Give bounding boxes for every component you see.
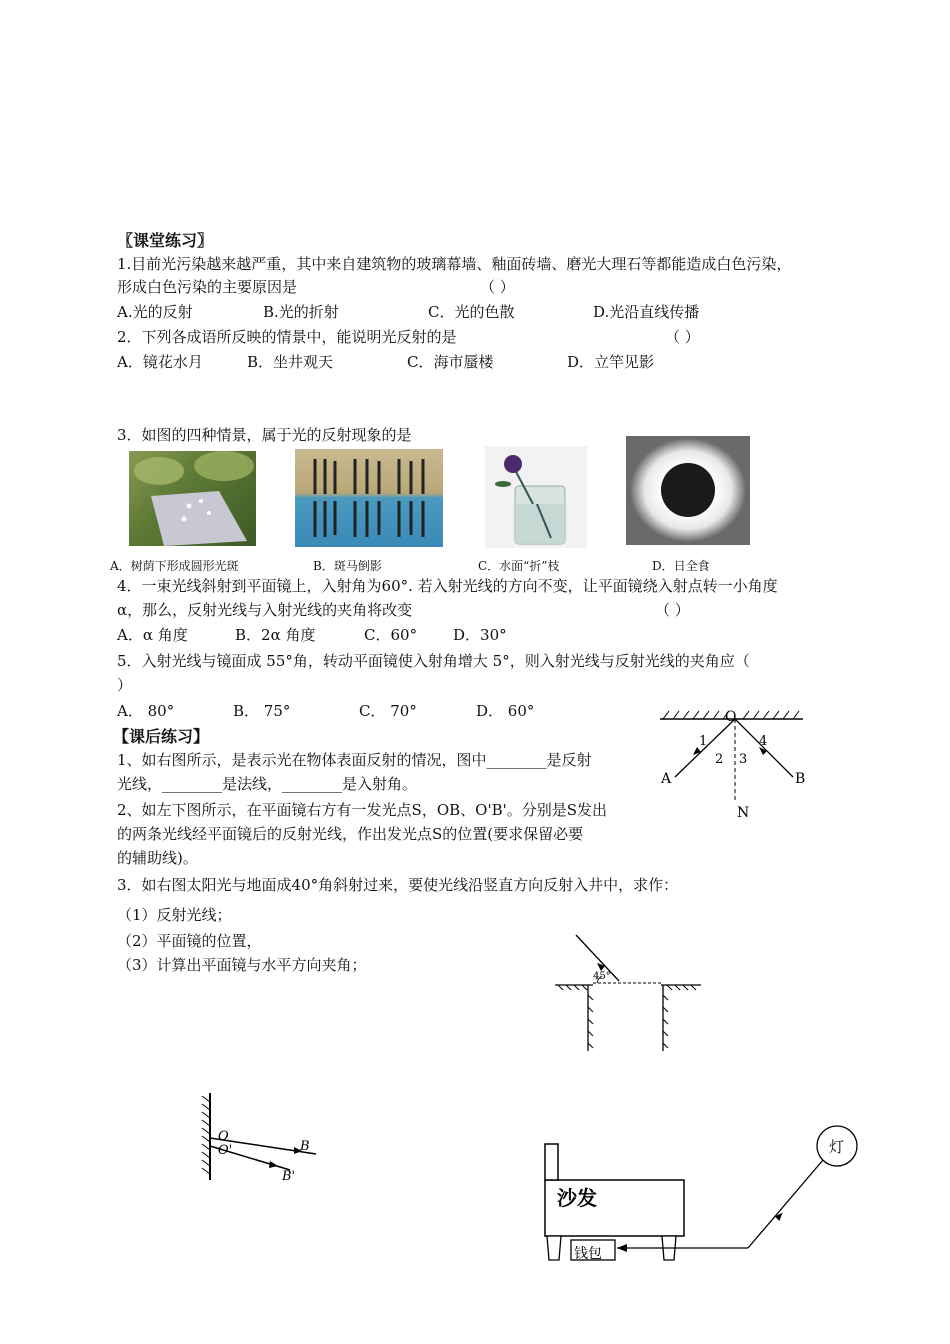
mirror-rays-diagram	[198, 1088, 328, 1188]
label-sofa: 沙发	[557, 1186, 597, 1210]
label-A: A	[661, 771, 672, 787]
q5-option-c: C． 70°	[359, 702, 417, 720]
label-1: 1	[699, 734, 708, 749]
q4-option-d: D．30°	[453, 626, 507, 644]
label-mirror-O-prime: O'	[218, 1143, 233, 1158]
well-diagram	[553, 933, 713, 1053]
q2-option-c: C．海市蜃楼	[407, 353, 494, 371]
p2-line3: 的辅助线)。	[117, 849, 198, 867]
q4-option-c: C．60°	[364, 626, 418, 644]
q5-option-d: D． 60°	[476, 702, 535, 720]
photo-branch-in-water	[485, 446, 587, 548]
q1-option-b: B.光的折射	[263, 303, 339, 321]
q5-option-b: B． 75°	[233, 702, 291, 720]
q3-caption-a: A．树荫下形成圆形光斑	[110, 559, 239, 573]
label-B: B	[795, 771, 806, 787]
label-N: N	[737, 805, 750, 821]
p1-line2: 光线，________是法线，________是入射角。	[117, 775, 418, 793]
p2-line2: 的两条光线经平面镜后的反射光线，作出发光点S的位置(要求保留必要	[117, 825, 584, 843]
label-wallet: 钱包	[574, 1246, 602, 1262]
q4-line2: α，那么，反射光线与入射光线的夹角将改变	[117, 601, 413, 619]
label-mirror-B: B	[300, 1139, 310, 1154]
label-2: 2	[715, 752, 724, 767]
q1-paren: （ ）	[480, 278, 515, 296]
q2-paren: （ ）	[665, 328, 700, 346]
label-lamp: 灯	[829, 1138, 845, 1156]
q2-option-d: D．立竿见影	[567, 353, 655, 371]
q5-line1: 5．入射光线与镜面成 55°角，转动平面镜使入射角增大 5°，则入射光线与反射光线的夹角应（	[117, 652, 750, 670]
q1-option-a: A.光的反射	[117, 303, 193, 321]
sofa-lamp-diagram	[535, 1118, 865, 1268]
q3-caption-b: B．斑马倒影	[313, 559, 382, 573]
q4-option-b: B．2α 角度	[235, 626, 316, 644]
p2-line1: 2、如左下图所示，在平面镜右方有一发光点S，OB、O'B'。分别是S发出	[117, 801, 607, 819]
q3-stem: 3．如图的四种情景，属于光的反射现象的是	[117, 426, 412, 444]
reflection-diagram	[655, 703, 815, 823]
q1-option-d: D.光沿直线传播	[593, 303, 700, 321]
q1-line1: 1.目前光污染越来越严重，其中来自建筑物的玻璃幕墙、釉面砖墙、磨光大理石等都能造成白色污染，	[117, 255, 792, 273]
label-mirror-B-prime: B'	[282, 1169, 296, 1184]
label-mirror-O: O	[218, 1129, 229, 1144]
label-4: 4	[759, 734, 768, 749]
photo-solar-eclipse	[626, 436, 750, 545]
q4-line1: 4．一束光线斜射到平面镜上，入射角为60°. 若入射光线的方向不变，让平面镜绕入射点转一小角度	[117, 577, 778, 595]
q5-line2: ）	[117, 676, 133, 694]
q3-caption-d: D．日全食	[652, 559, 710, 573]
label-O: O	[725, 709, 737, 725]
q4-option-a: A．α 角度	[117, 626, 188, 644]
q3-caption-c: C．水面“折”枝	[478, 559, 560, 573]
q1-line2: 形成白色污染的主要原因是	[117, 278, 298, 296]
section-heading-classwork: 〖课堂练习〗	[117, 231, 214, 250]
label-angle-45: 45°	[593, 971, 611, 982]
q2-stem: 2．下列各成语所反映的情景中，能说明光反射的是	[117, 328, 457, 346]
p3-item-1: （1）反射光线；	[117, 906, 232, 924]
section-heading-homework: 【课后练习】	[113, 727, 210, 746]
q4-paren: （ ）	[655, 601, 690, 619]
q1-option-c: C．光的色散	[428, 303, 515, 321]
p1-line1: 1、如右图所示，是表示光在物体表面反射的情况，图中________是反射	[117, 751, 592, 769]
q5-option-a: A． 80°	[117, 702, 175, 720]
photo-zebra-reflection	[295, 449, 443, 547]
q2-option-b: B．坐井观天	[247, 353, 334, 371]
q2-option-a: A．镜花水月	[117, 353, 203, 371]
p3-stem: 3．如右图太阳光与地面成40°角斜射过来，要使光线沿竖直方向反射入井中，求作：	[117, 876, 679, 894]
photo-tree-shade	[129, 451, 256, 546]
p3-item-2: （2）平面镜的位置，	[117, 932, 262, 950]
label-3: 3	[739, 752, 748, 767]
p3-item-3: （3）计算出平面镜与水平方向夹角；	[117, 956, 367, 974]
